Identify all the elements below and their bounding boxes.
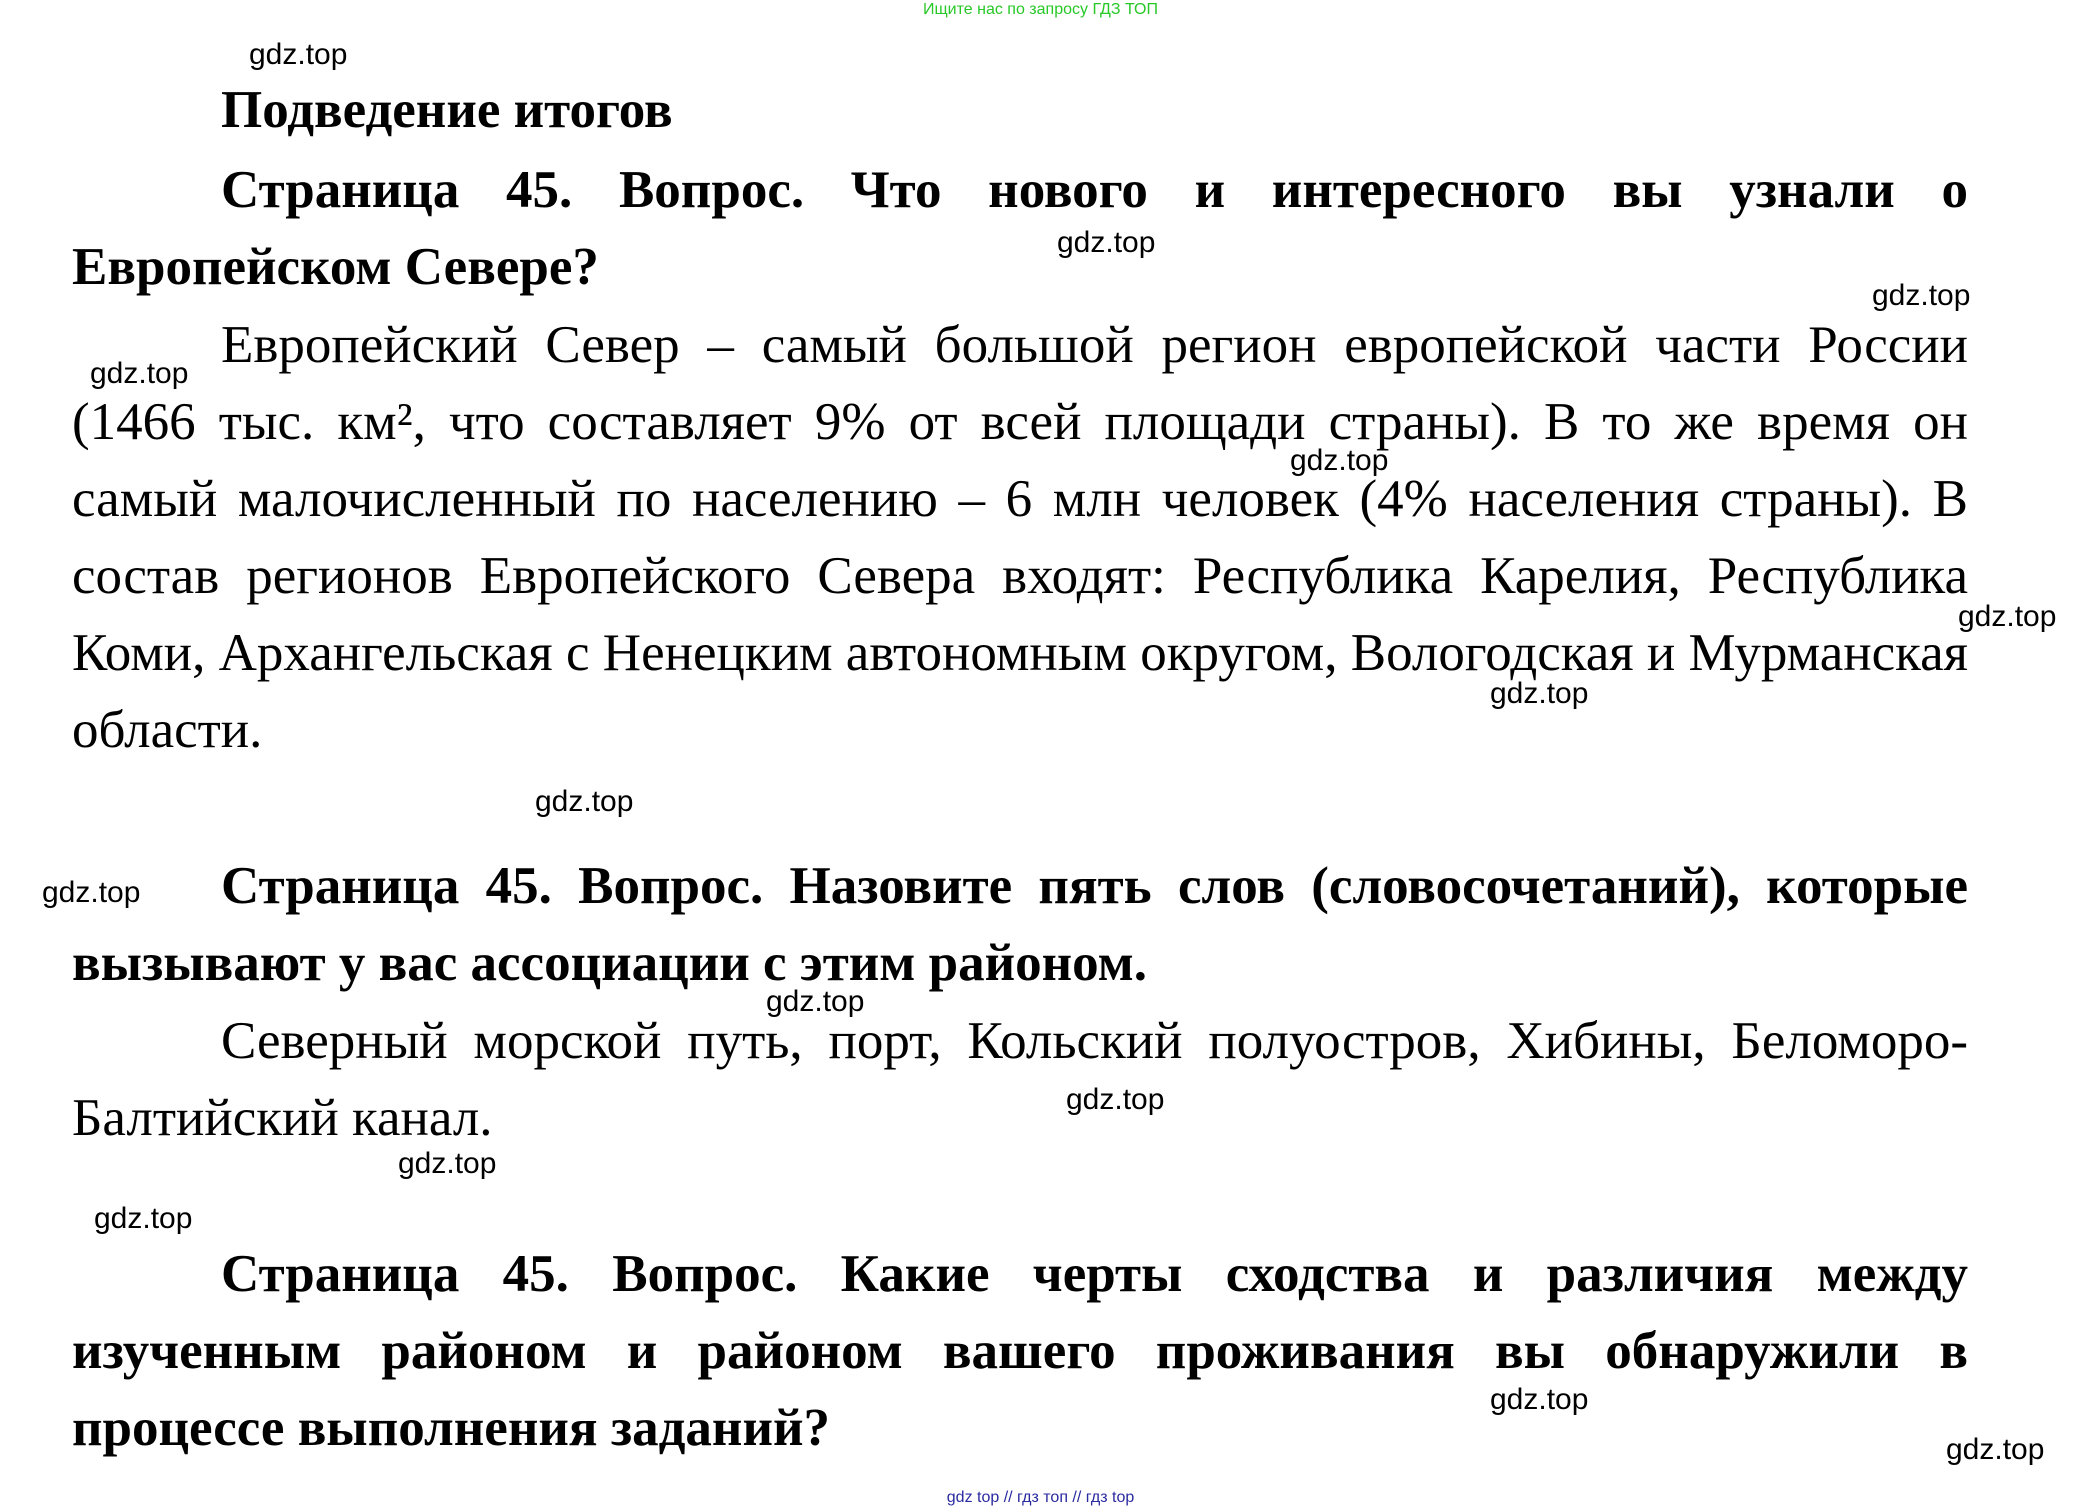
top-banner[interactable]: Ищите нас по запросу ГДЗ ТОП: [923, 1, 1158, 18]
question-3: Страница 45. Вопрос. Какие черты сходства и различия между изученным районом и районом вашего проживания вы обнаружили в процессе выполнения заданий?: [72, 1245, 1968, 1457]
watermark: gdz.top: [1066, 1083, 1165, 1116]
watermark: gdz.top: [1958, 600, 2057, 633]
page-heading: Подведение итогов: [221, 81, 673, 139]
watermark: gdz.top: [90, 357, 189, 390]
watermark: gdz.top: [94, 1202, 193, 1235]
footer-links[interactable]: gdz top // гдз топ // гдз top: [946, 1489, 1135, 1506]
watermark: gdz.top: [1490, 1383, 1589, 1416]
question-2: Страница 45. Вопрос. Назовите пять слов (словосочетаний), которые вызывают у вас ассоциации с этим районом.: [72, 857, 1968, 992]
watermark: gdz.top: [766, 985, 865, 1018]
watermark: gdz.top: [398, 1147, 497, 1180]
watermark: gdz.top: [1290, 444, 1389, 477]
watermark: gdz.top: [1057, 226, 1156, 259]
watermark: gdz.top: [1872, 279, 1971, 312]
watermark: gdz.top: [1946, 1433, 2045, 1466]
watermark: gdz.top: [249, 38, 348, 71]
watermark: gdz.top: [1490, 677, 1589, 710]
watermark: gdz.top: [535, 785, 634, 818]
watermark: gdz.top: [42, 876, 141, 909]
answer-1: Европейский Север – самый большой регион европейской части России (1466 тыс. км², что составляет 9% от всей площади страны). В то же время он самый малочисленный по населению – 6 млн человек (4% населения страны). В состав регионов Европейского Севера входят: Республика Карелия, Республика Коми, Архангельская с Ненецким автономным округом, Вологодская и Мурманская области.: [72, 316, 1968, 759]
question-1: Страница 45. Вопрос. Что нового и интересного вы узнали о Европейском Севере?: [72, 161, 1968, 296]
answer-2: Северный морской путь, порт, Кольский полуостров, Хибины, Беломоро-Балтийский канал.: [72, 1012, 1968, 1147]
